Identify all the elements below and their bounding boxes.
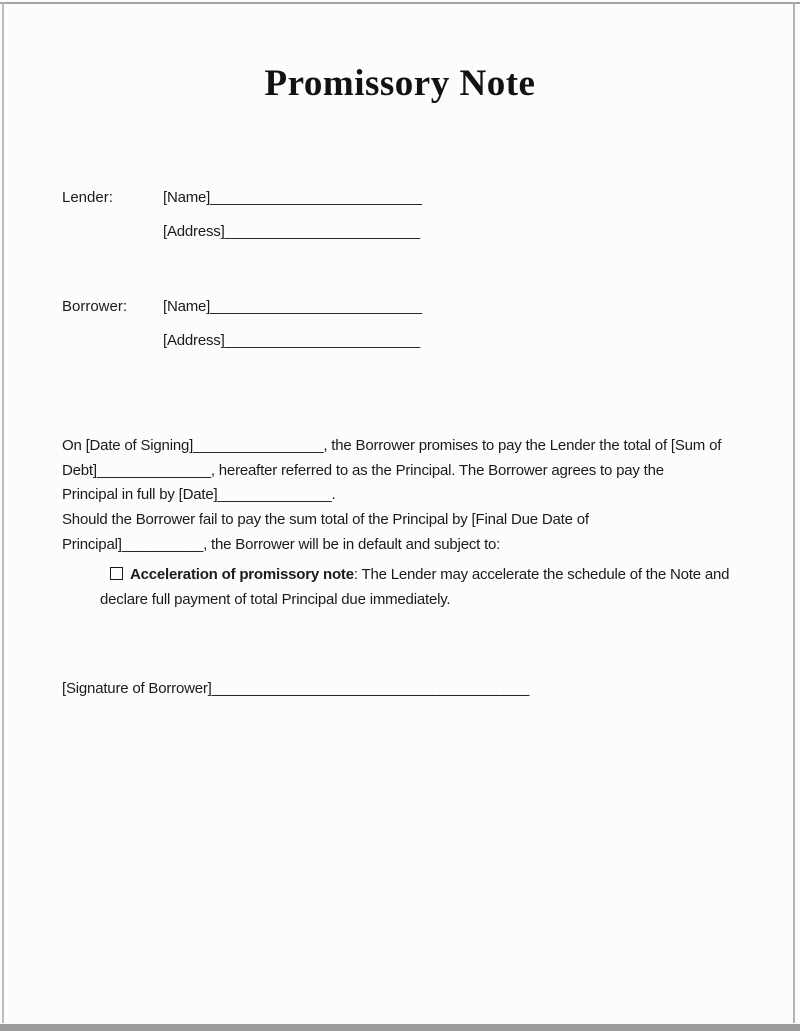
page-border-left <box>2 3 4 1023</box>
default-line-2: Principal]__________, the Borrower will be in default and subject to: <box>62 535 501 553</box>
document-title: Promissory Note <box>264 63 536 104</box>
lender-name-field[interactable]: [Name]__________________________ <box>163 189 422 206</box>
borrower-label: Borrower: <box>62 298 128 315</box>
borrower-signature-field[interactable]: [Signature of Borrower]_______________________________________ <box>62 680 530 697</box>
borrower-name-field[interactable]: [Name]__________________________ <box>163 298 422 315</box>
page-border-top <box>0 2 800 4</box>
borrower-section <box>62 298 422 366</box>
acceleration-clause-label: Acceleration of promissory note <box>130 566 354 583</box>
lender-label: Lender: <box>62 189 113 206</box>
lender-section <box>62 189 422 257</box>
acceleration-clause <box>100 562 729 612</box>
lender-address-field[interactable]: [Address]________________________ <box>163 223 420 240</box>
page-border-bottom <box>0 1024 800 1031</box>
default-paragraph <box>62 508 589 557</box>
promise-line-3: Principal in full by [Date]______________. <box>62 486 336 504</box>
page-border-right <box>793 3 795 1023</box>
borrower-address-field[interactable]: [Address]________________________ <box>163 332 420 349</box>
promise-line-2: Debt]______________, hereafter referred to as the Principal. The Borrower agrees to pay the <box>62 461 664 479</box>
acceleration-checkbox[interactable] <box>110 567 123 580</box>
promise-paragraph <box>62 434 721 508</box>
acceleration-clause-text-2: declare full payment of total Principal due immediately. <box>100 591 451 608</box>
promise-line-1: On [Date of Signing]________________, the Borrower promises to pay the Lender the total of [Sum of <box>62 437 722 454</box>
acceleration-clause-text: : The Lender may accelerate the schedule of the Note and <box>353 566 730 583</box>
default-line-1: Should the Borrower fail to pay the sum total of the Principal by [Final Due Date of <box>62 511 589 528</box>
